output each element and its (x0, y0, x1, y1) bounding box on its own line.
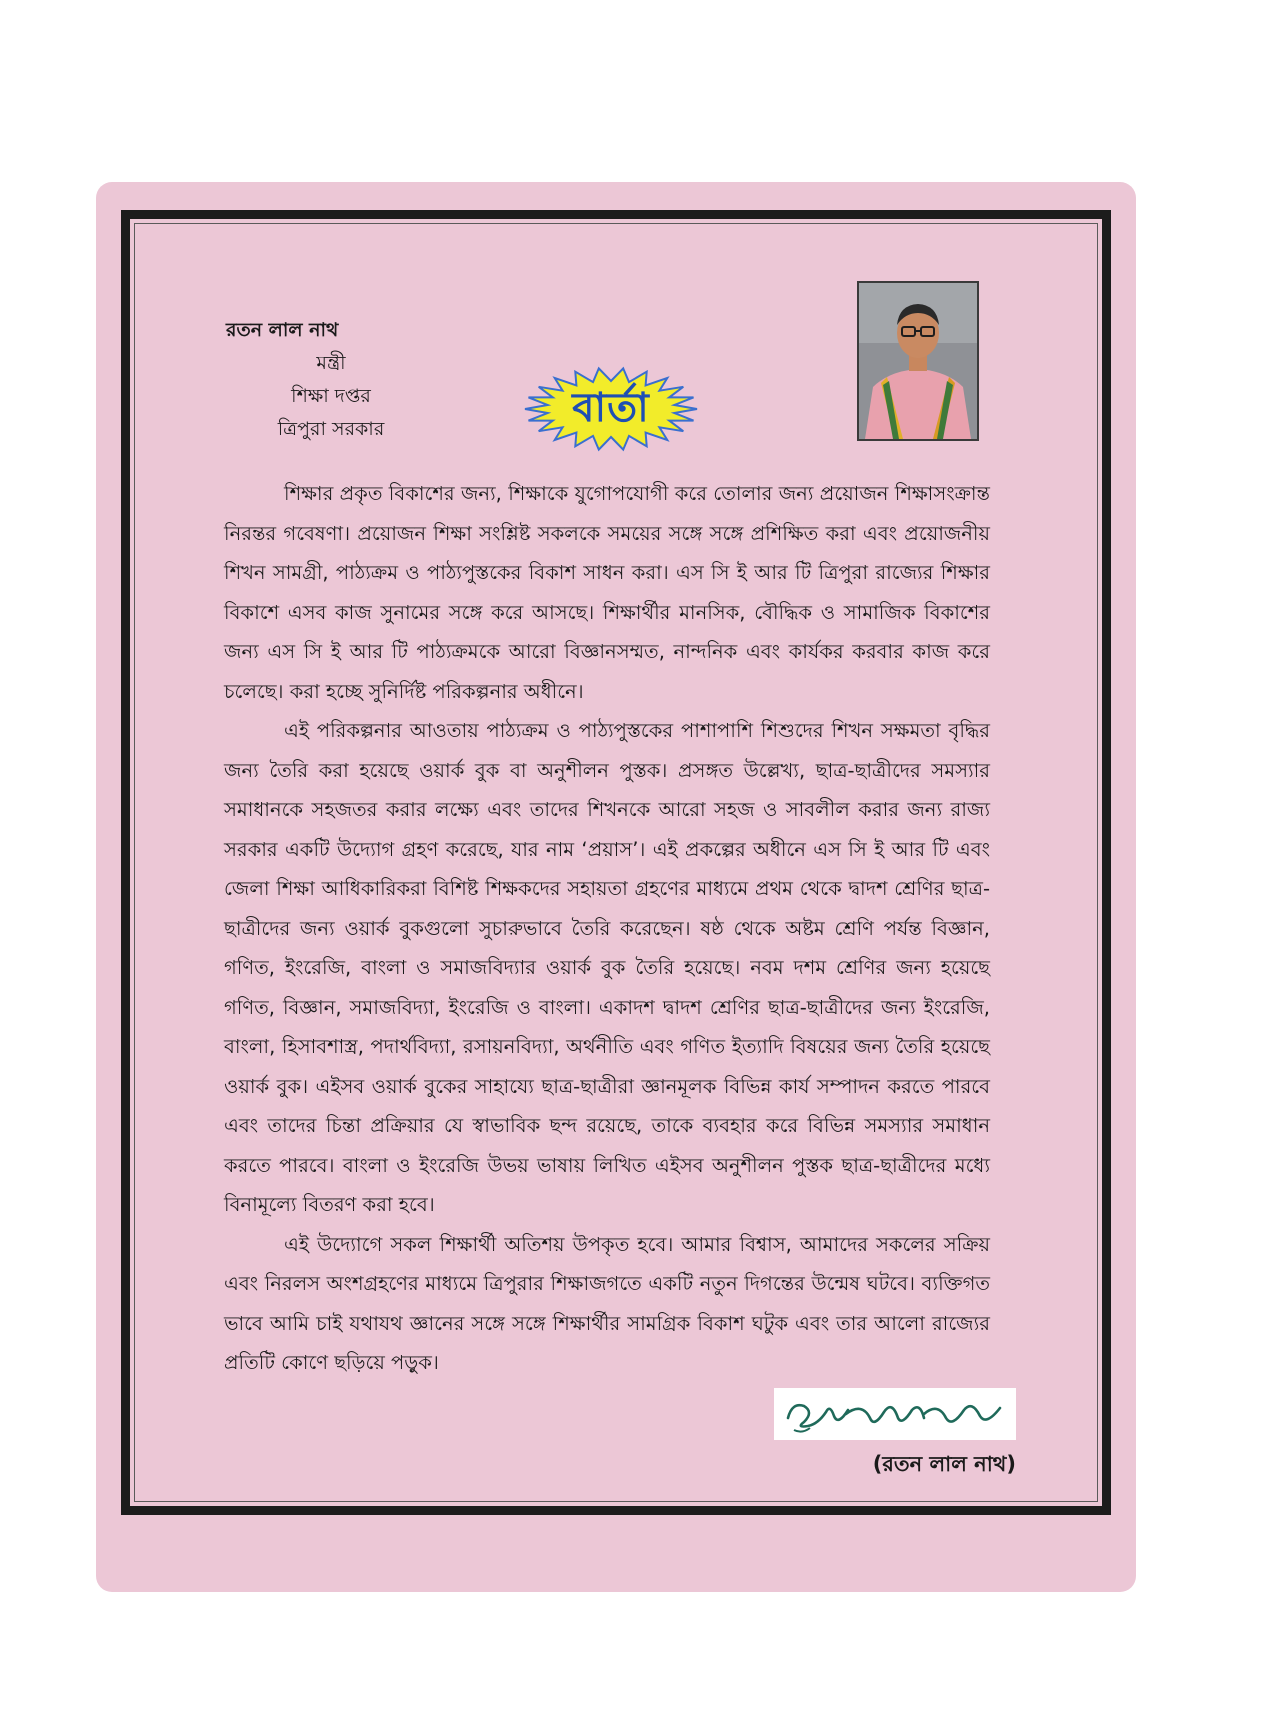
body-paragraph-3: এই উদ্যোগে সকল শিক্ষার্থী অতিশয় উপকৃত হবে। আমার বিশ্বাস, আমাদের সকলের সক্রিয় এবং নিরলস অংশগ্রহণের মাধ্যমে ত্রিপুরার শিক্ষাজগতে একটি নতুন দিগন্তের উন্মেষ ঘটবে। ব্যক্তিগত ভাবে আমি চাই যথাযথ জ্ঞানের সঙ্গে সঙ্গে শিক্ষার্থীর সামগ্রিক বিকাশ ঘটুক এবং তার আলো রাজ্যের প্রতিটি কোণে ছড়িয়ে পড়ুক। (224, 1232, 990, 1374)
body-paragraph-2: এই পরিকল্পনার আওতায় পাঠ্যক্রম ও পাঠ্যপুস্তকের পাশাপাশি শিশুদের শিখন সক্ষমতা বৃদ্ধির জন্য তৈরি করা হয়েছে ওয়ার্ক বুক বা অনুশীলন পুস্তক। প্রসঙ্গত উল্লেখ্য, ছাত্র-ছাত্রীদের সমস্যার সমাধানকে সহজতর করার লক্ষ্যে এবং তাদের শিখনকে আরো সহজ ও সাবলীল করার জন্য রাজ্য সরকার একটি উদ্যোগ গ্রহণ করেছে, যার নাম ‘প্রয়াস’। এই প্রকল্পের অধীনে এস সি ই আর টি এবং জেলা শিক্ষা আধিকারিকরা বিশিষ্ট শিক্ষকদের সহায়তা গ্রহণের মাধ্যমে প্রথম থেকে দ্বাদশ শ্রেণির ছাত্র-ছাত্রীদের জন্য ওয়ার্ক বুকগুলো সুচারুভাবে তৈরি করেছেন। ষষ্ঠ থেকে অষ্টম শ্রেণি পর্যন্ত বিজ্ঞান, গণিত, ইংরেজি, বাংলা ও সমাজবিদ্যার ওয়ার্ক বুক তৈরি হয়েছে। নবম দশম শ্রেণির জন্য হয়েছে গণিত, বিজ্ঞান, সমাজবিদ্যা, ইংরেজি ও বাংলা। একাদশ দ্বাদশ শ্রেণির ছাত্র-ছাত্রীদের জন্য ইংরেজি, বাংলা, হিসাবশাস্ত্র, পদার্থবিদ্যা, রসায়নবিদ্যা, অর্থনীতি এবং গণিত ইত্যাদি বিষয়ের জন্য তৈরি হয়েছে ওয়ার্ক বুক। এইসব ওয়ার্ক বুকের সাহায্যে ছাত্র-ছাত্রীরা জ্ঞানমূলক বিভিন্ন কার্য সম্পাদন করতে পারবে এবং তাদের চিন্তা প্রক্রিয়ার যে স্বাভাবিক ছন্দ রয়েছে, তাকে ব্যবহার করে বিভিন্ন সমস্যার সমাধান করতে পারবে। বাংলা ও ইংরেজি উভয় ভাষায় লিখিত এইসব অনুশীলন পুস্তক ছাত্র-ছাত্রীদের মধ্যে বিনামূল্যে বিতরণ করা হবে। (224, 719, 990, 1216)
heading-title: বার্তা (572, 384, 650, 431)
handwritten-signature (774, 1388, 1016, 1440)
author-government: ত্রিপুরা সরকার (277, 418, 385, 440)
signer-printed-name: (রতন লাল নাথ) (872, 1452, 1016, 1476)
message-body (224, 474, 990, 1383)
author-name: রতন লাল নাথ (226, 319, 339, 341)
portrait-photo (857, 281, 979, 441)
author-department: শিক্ষা দপ্তর (291, 385, 371, 407)
body-paragraph-1: শিক্ষার প্রকৃত বিকাশের জন্য, শিক্ষাকে যুগোপযোগী করে তোলার জন্য প্রয়োজন শিক্ষাসংক্রান্ত নিরন্তর গবেষণা। প্রয়োজন শিক্ষা সংশ্লিষ্ট সকলকে সময়ের সঙ্গে সঙ্গে প্রশিক্ষিত করা এবং প্রয়োজনীয় শিখন সামগ্রী, পাঠ্যক্রম ও পাঠ্যপুস্তকের বিকাশ সাধন করা। এস সি ই আর টি ত্রিপুরা রাজ্যের শিক্ষার বিকাশে এসব কাজ সুনামের সঙ্গে করে আসছে। শিক্ষার্থীর মানসিক, বৌদ্ধিক ও সামাজিক বিকাশের জন্য এস সি ই আর টি পাঠ্যক্রমকে আরো বিজ্ঞানসম্মত, নান্দনিক এবং কার্যকর করবার কাজ করে চলেছে। করা হচ্ছে সুনির্দিষ্ট পরিকল্পনার অধীনে। (224, 482, 990, 703)
author-block (226, 314, 436, 446)
portrait-photo-icon (859, 283, 977, 439)
author-designation: মন্ত্রী (316, 352, 346, 374)
